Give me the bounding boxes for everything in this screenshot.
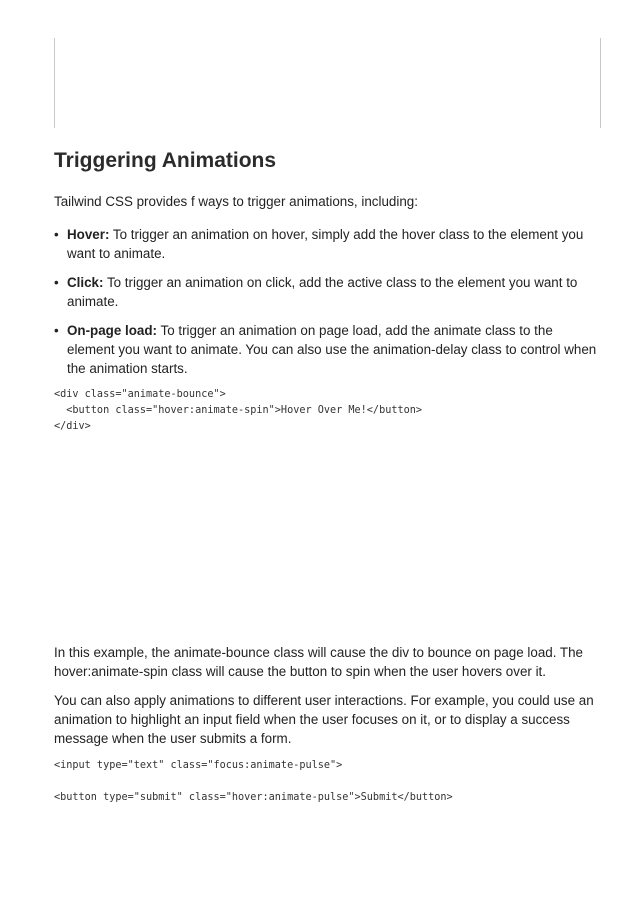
list-item-page-load [54, 321, 599, 378]
bullet-icon: • [54, 323, 59, 338]
section-heading: Triggering Animations [54, 149, 277, 172]
blank-space [54, 435, 599, 641]
right-border-line [600, 38, 601, 128]
bullet-icon: • [54, 275, 59, 290]
list-item-click [54, 273, 599, 311]
list-item-text: To trigger an animation on click, add the active class to the element you want to animate. [67, 275, 578, 309]
code-block-bounce-example: <div class="animate-bounce"> <button class="hover:animate-spin">Hover Over Me!</button> </div> [54, 389, 423, 432]
list-item-term: On-page load: [67, 323, 158, 338]
trigger-list [54, 225, 599, 378]
code-block-pulse-example: <input type="text" class="focus:animate-pulse"> <button type="submit" class="hover:animate-pulse">Submit</button> [54, 760, 453, 803]
list-item-text: To trigger an animation on page load, add the animate class to the element you want to animate. You can also use the animation-delay class to control when the animation starts. [67, 323, 597, 376]
list-item-term: Click: [67, 275, 104, 290]
bullet-icon: • [54, 227, 59, 242]
intro-paragraph: Tailwind CSS provides f ways to trigger animations, including: [54, 194, 418, 209]
interactions-paragraph: You can also apply animations to different user interactions. For example, you could use an animation to highlight an input field when the user focuses on it, or to display a success message when the user submits a form. [54, 693, 594, 746]
list-item-hover [54, 225, 599, 263]
left-border-line [54, 38, 55, 128]
list-item-text: To trigger an animation on hover, simply add the hover class to the element you want to animate. [67, 227, 584, 261]
explanation-paragraph: In this example, the animate-bounce class will cause the div to bounce on page load. The hover:animate-spin class will cause the button to spin when the user hovers over it. [54, 645, 584, 679]
list-item-term: Hover: [67, 227, 110, 242]
article-body [54, 148, 599, 806]
